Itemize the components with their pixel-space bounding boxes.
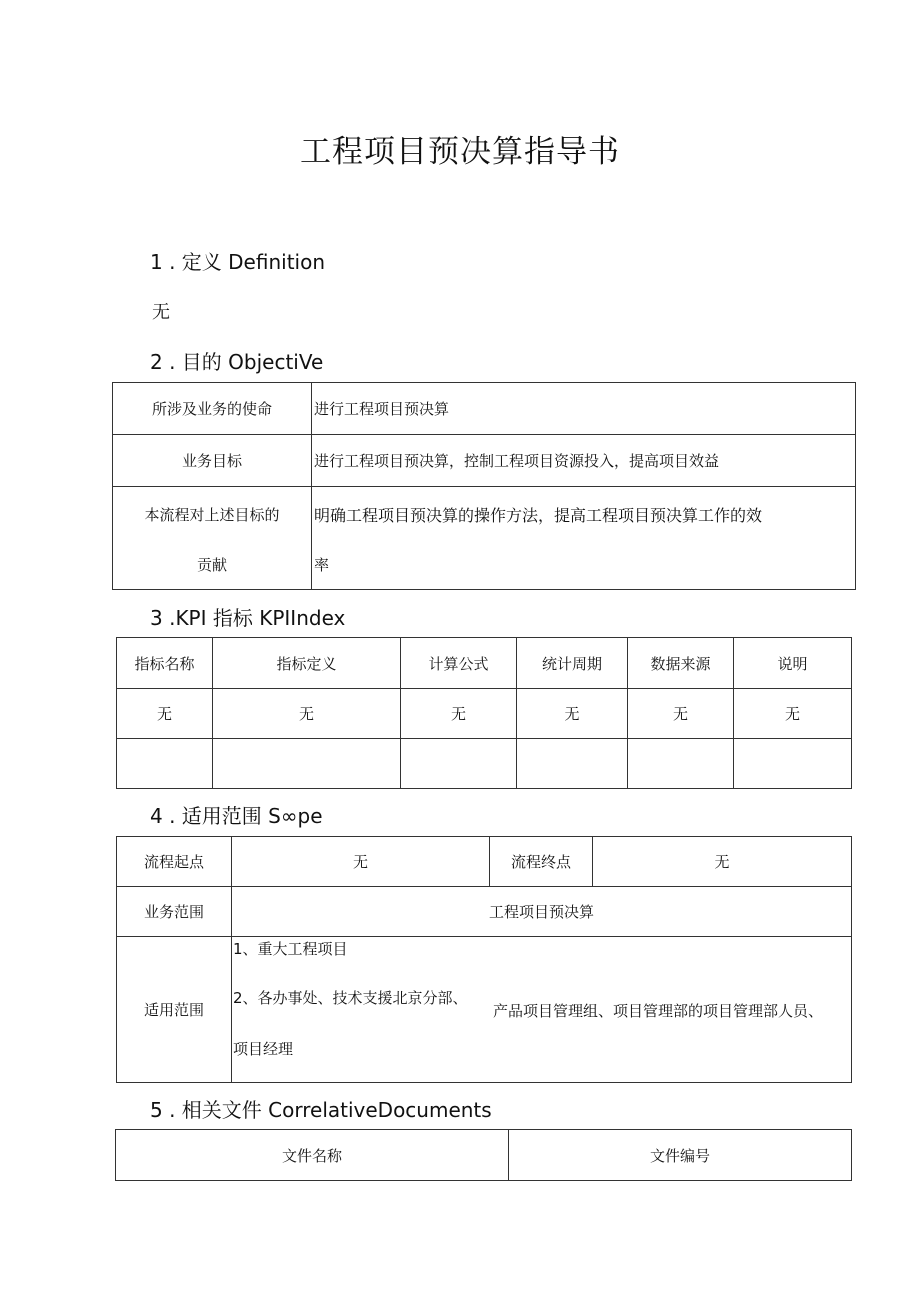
contribution-label <box>113 487 312 590</box>
process-end-label: 流程终点 <box>490 837 593 887</box>
kpi-header-source: 数据来源 <box>628 638 734 689</box>
contribution-label-line1: 本流程对上述目标的 <box>144 506 280 524</box>
process-start-value: 无 <box>232 837 490 887</box>
kpi-cell: 无 <box>401 689 517 739</box>
document-title: 工程项目预决算指导书 <box>300 134 620 170</box>
kpi-header-period: 统计周期 <box>517 638 628 689</box>
section-kpi-heading: 3 .KPI 指标 KPIIndex <box>150 606 346 630</box>
kpi-cell: 无 <box>213 689 401 739</box>
kpi-cell: 无 <box>517 689 628 739</box>
contribution-value-line1: 明确工程项目预决算的操作方法，提高工程项目预决算工作的效 <box>314 506 763 525</box>
applicable-scope-label: 适用范围 <box>117 937 232 1083</box>
kpi-cell: 无 <box>734 689 852 739</box>
kpi-header-formula: 计算公式 <box>401 638 517 689</box>
process-end-value: 无 <box>593 837 852 887</box>
scope-table <box>116 836 852 1083</box>
mission-label: 所涉及业务的使命 <box>113 383 312 435</box>
scope-line-2a: 2、各办事处、技术支援北京分部、 <box>233 989 468 1007</box>
kpi-cell: 无 <box>628 689 734 739</box>
definition-content: 无 <box>152 302 170 323</box>
business-scope-value: 工程项目预决算 <box>232 887 852 937</box>
mission-value: 进行工程项目预决算 <box>312 383 856 435</box>
kpi-empty-cell <box>734 739 852 789</box>
kpi-empty-cell <box>213 739 401 789</box>
kpi-empty-cell <box>628 739 734 789</box>
section-objective-heading: 2 . 目的 ObjectiVe <box>150 350 324 374</box>
contribution-label-line2: 贡献 <box>196 556 227 574</box>
section-documents-heading: 5 . 相关文件 CorrelativeDocuments <box>150 1098 492 1122</box>
kpi-header-name: 指标名称 <box>117 638 213 689</box>
scope-line-2b: 产品项目管理组、项目管理部的项目管理部人员、 <box>493 1002 824 1020</box>
kpi-empty-cell <box>517 739 628 789</box>
business-scope-label: 业务范围 <box>117 887 232 937</box>
scope-line-3: 项目经理 <box>233 1040 294 1058</box>
applicable-scope-value <box>232 937 852 1083</box>
business-goal-label: 业务目标 <box>113 435 312 487</box>
process-start-label: 流程起点 <box>117 837 232 887</box>
section-definition-heading: 1 . 定义 Definition <box>150 250 325 274</box>
doc-header-number: 文件编号 <box>509 1130 852 1181</box>
kpi-cell: 无 <box>117 689 213 739</box>
contribution-value-line2: 率 <box>314 556 330 574</box>
kpi-header-definition: 指标定义 <box>213 638 401 689</box>
scope-line-1: 1、重大工程项目 <box>233 940 348 958</box>
kpi-table <box>116 637 852 789</box>
doc-header-name: 文件名称 <box>116 1130 509 1181</box>
kpi-empty-cell <box>401 739 517 789</box>
kpi-header-note: 说明 <box>734 638 852 689</box>
kpi-empty-cell <box>117 739 213 789</box>
objective-table <box>112 382 856 590</box>
business-goal-value: 进行工程项目预决算，控制工程项目资源投入，提高项目效益 <box>312 435 856 487</box>
contribution-value <box>312 487 856 590</box>
documents-table <box>115 1129 852 1181</box>
section-scope-heading: 4 . 适用范围 S∞pe <box>150 804 323 828</box>
